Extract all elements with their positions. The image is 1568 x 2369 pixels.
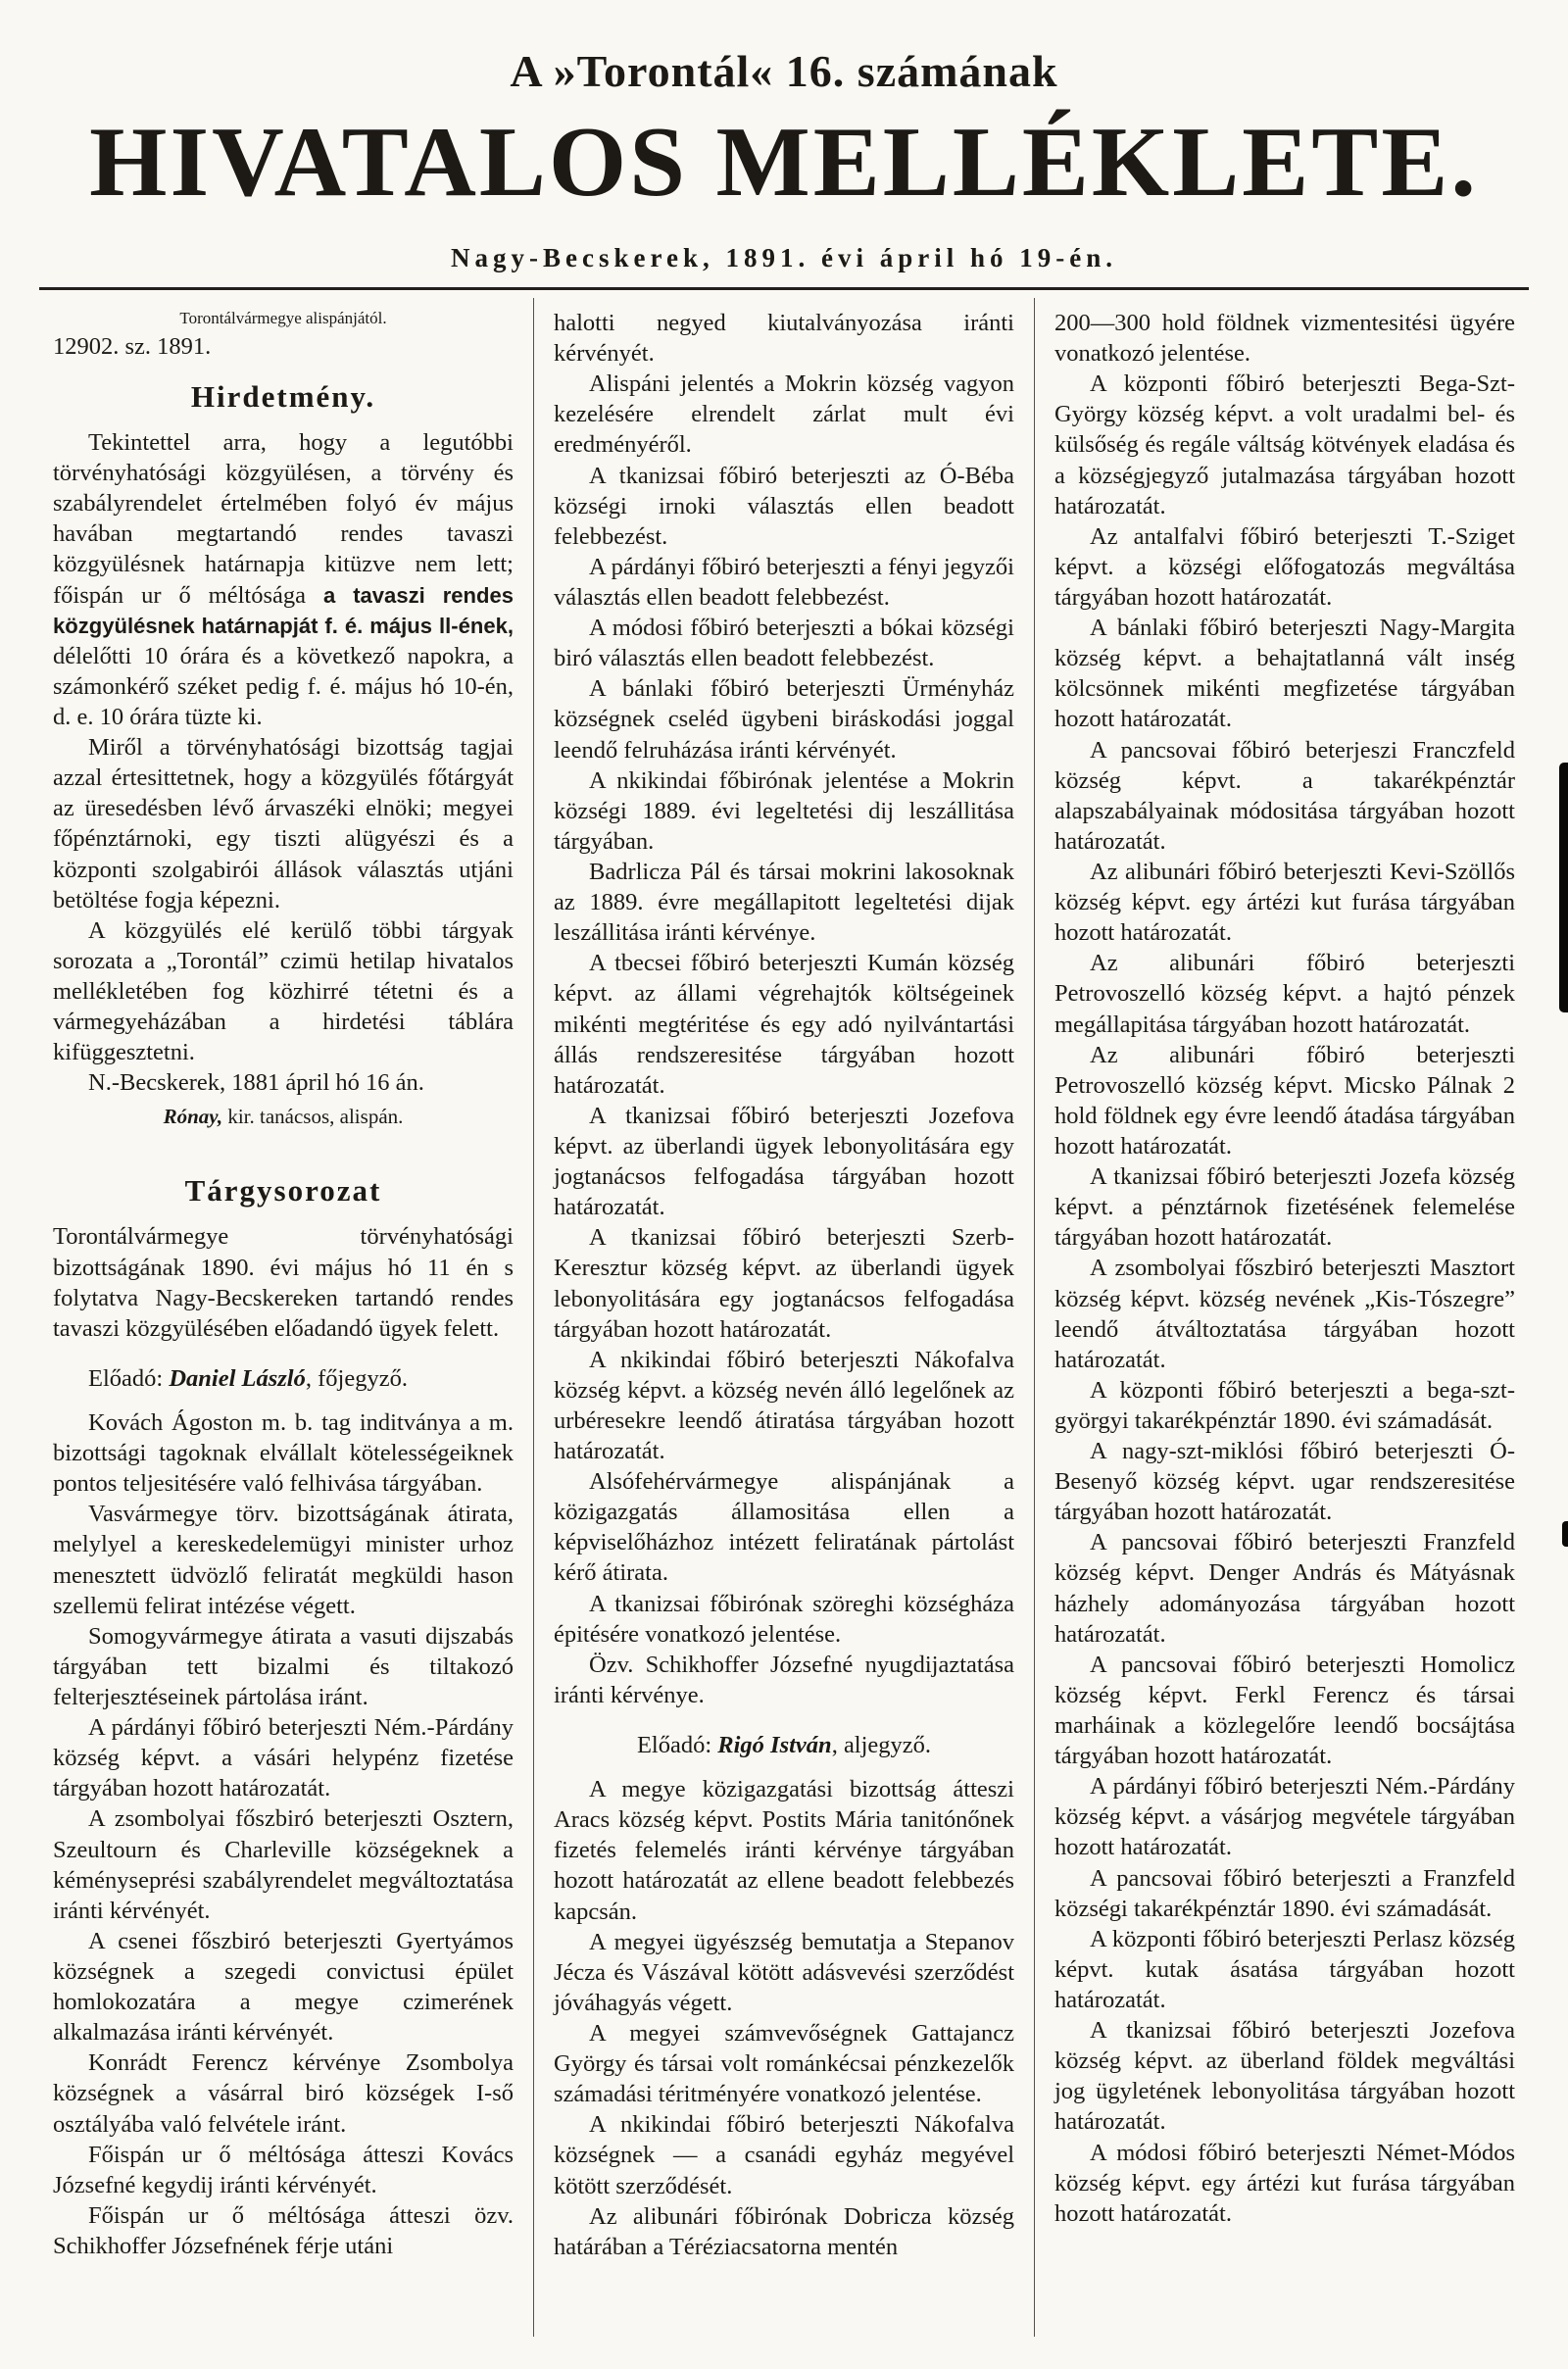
paragraph: Kovách Ágoston m. b. tag inditványa a m. bizottsági tagoknak elvállalt kötelességeiknek pontos teljesitésére való felhivása tárgyában. [53,1409,514,1498]
paragraph: A csenei főszbiró beterjeszti Gyertyámos községnek a szegedi convictusi épület homlokozatára a megye czimerének alkalmazása iránti kérvényét. [53,1927,514,2047]
paragraph: Alispáni jelentés a Mokrin község vagyon kezelésére elrendelt zárlat mult évi eredményéről. [554,370,1014,459]
paragraph: A központi főbiró beterjeszti a bega-szt-györgyi takarékpénztár 1890. évi számadását. [1054,1376,1515,1434]
paragraph: A pancsovai főbiró beterjeszti Homolicz község képvt. Ferkl Ferencz és társai marháinak a közlegelőre leendő bocsájtása tárgyában hozott határozatát. [1054,1651,1515,1770]
paragraph: A megye közigazgatási bizottság átteszi Aracs község képvt. Postits Mária tanitónőnek fizetés felemelés iránti kérvénye tárgyában hozott határozatát az ellene beadott felebbezés kapcsán. [554,1776,1014,1925]
paragraph: A közgyülés elé kerülő többi tárgyak sorozata a „Torontál” czimü hetilap hivatalos mellékletében fog közhirré tétetni és a vármegyeházában a hirdetési táblára kifüggesztetni. [53,916,514,1066]
paragraph: Az alibunári főbiró beterjeszti Petrovoszelló község képvt. Micsko Pálnak 2 hold földnek egy évre leendő átadása tárgyában hozott határozatát. [1054,1041,1515,1160]
paragraph: Főispán ur ő méltósága átteszi özv. Schikhoffer Józsefnének férje utáni [53,2201,514,2259]
document-number: 12902. sz. 1891. [53,332,212,360]
paragraph: A tkanizsai főbiró beterjeszti Jozefova képvt. az überlandi ügyek lebonyolitására egy jogtanácsos felfogadása tárgyában hozott határozatát. [554,1102,1014,1221]
paragraph: Főispán ur ő méltósága átteszi Kovács Józsefné kegydij iránti kérvényét. [53,2141,514,2198]
presenter-line: Előadó: Daniel László, főjegyző. [88,1364,408,1392]
paragraph: Tekintettel arra, hogy a legutóbbi törvényhatósági közgyülésen, a törvény és szabályrendelet értelmében folyó év május havában megtartandó rendes tavaszi közgyülésnek határnapja kitüzve nem lett; főispán ur ő méltósága a tavaszi rendes közgyülésnek határnapját f. é. május ll-ének, délelőtti 10 órára és a következő napokra, a számonkérő széket pedig f. é. május hó 10-én, d. e. 10 órára tüzte ki. [53,429,514,731]
paragraph: A tkanizsai főbiró beterjeszti Jozefova község képvt. az überland földek megváltási jog ügyletének lebonyolitása tárgyában hozott határozatát. [1054,2017,1515,2136]
paragraph: A nkikindai főbiró beterjeszti Nákofalva községnek — a csanádi egyház megyével kötött szerződését. [554,2111,1014,2199]
paragraph: A módosi főbiró beterjeszti Német-Módos község képvt. egy ártézi kut furása tárgyában hozott határozatát. [1054,2139,1515,2227]
paragraph: A párdányi főbiró beterjeszti Ném.-Párdány község képvt. a vásári helypénz fizetése tárgyában hozott határozatát. [53,1714,514,1802]
column-2 [533,298,1034,2337]
paragraph: Az antalfalvi főbiró beterjeszti T.-Sziget képvt. a községi előfogatozás megváltása tárgyában hozott határozatát. [1054,522,1515,611]
paragraph: A megyei számvevőségnek Gattajancz György és társai volt románkécsai pénzkezelők számadási téritményére vonatkozó jelentése. [554,2020,1014,2108]
paragraph: A párdányi főbiró beterjeszti a fényi jegyzői választás ellen beadott felebbezést. [554,553,1014,611]
dateline: Nagy-Becskerek, 1891. évi ápril hó 19-én. [451,243,1117,272]
paragraph: A nkikindai főbirónak jelentése a Mokrin községi 1889. évi legeltetési dij leszállitása tárgyában. [554,766,1014,855]
paragraph: A tkanizsai főbirónak szöreghi községháza épitésére vonatkozó jelentése. [554,1590,1014,1648]
column-1 [33,298,533,2337]
paragraph: A központi főbiró beterjeszti Perlasz község képvt. kutak ásatása tárgyában hozott határozatát. [1054,1925,1515,2014]
column-container [33,298,1535,2337]
scan-artifact [1562,1521,1568,1547]
column-3 [1034,298,1535,2337]
paragraph: A tkanizsai főbiró beterjeszti az Ó-Béba községi irnoki választás ellen beadott felebbezést. [554,462,1014,550]
paragraph: halotti negyed kiutalványozása iránti kérvényét. [554,310,1014,368]
paragraph: A zsombolyai főszbiró beterjeszti Osztern, Szeultourn és Charleville községeknek a kéményseprési szabályrendelet megváltoztatása iránti kérvényét. [53,1805,514,1924]
paragraph: Somogyvármegye átirata a vasuti dijszabás tárgyában tett bizalmi és tiltakozó felterjesztéseinek pártolása iránt. [53,1622,514,1710]
paragraph: Vasvármegye törv. bizottságának átirata, melylyel a kereskedelemügyi minister urhoz menesztett üdvözlő feliratát megküldi hason szellemü felirat intézése végett. [53,1501,514,1619]
paragraph: A párdányi főbiró beterjeszti Ném.-Párdány község képvt. a vásárjog megvétele tárgyában hozott határozatát. [1054,1773,1515,1861]
paragraph: Az alibunári főbiró beterjeszti Kevi-Szöllős község képvt. egy ártézi kut furása tárgyában hozott határozatát. [1054,858,1515,947]
issuer-line: Torontálvármegye alispánjától. [179,309,387,327]
paragraph: A nkikindai főbiró beterjeszti Nákofalva község képvt. a község nevén álló legelőnek az urbéresekre leendő átiratása tárgyában hozott határozatát. [554,1346,1014,1465]
paragraph: A módosi főbiró beterjeszti a bókai községi biró választás ellen beadott felebbezést. [554,615,1014,672]
paragraph: A központi főbiró beterjeszti Bega-Szt-György község képvt. a volt uradalmi bel- és külsőség és regále váltság kötvények eladása és a községjegyző jutalmazása tárgyában hozott határozatát. [1054,370,1515,519]
paragraph: A tbecsei főbiró beterjeszti Kumán község képvt. az állami végrehajtók költségeinek mikénti megtéritése és egy adó nyilvántartási állás rendszeresitése tárgyában hozott határozatát. [554,950,1014,1099]
paragraph: Az alibunári főbirónak Dobricza község határában a Téréziacsatorna mentén [554,2202,1014,2260]
paragraph: A pancsovai főbiró beterjeszi Franczfeld község képvt. a takarékpénztár alapszabályainak módositása tárgyában hozott határozatát. [1054,736,1515,855]
paragraph: A nagy-szt-miklósi főbiró beterjeszti Ó-Besenyő község képvt. ugar rendszeresitése tárgyában hozott határozatát. [1054,1438,1515,1526]
paragraph: N.-Becskerek, 1881 ápril hó 16 án. [88,1069,424,1097]
paragraph: A tkanizsai főbiró beterjeszti Szerb-Keresztur község képvt. az überlandi ügyek lebonyolitására egy jogtanácsos felfogadása tárgyában hozott határozatát. [554,1224,1014,1343]
page-title: HIVATALOS MELLÉKLETE. [89,107,1479,218]
paragraph: Az alibunári főbiró beterjeszti Petrovoszelló község képvt. a hajtó pénzek megállapitása tárgyában hozott határozatát. [1054,950,1515,1038]
paragraph: Özv. Schikhoffer Józsefné nyugdijaztatása iránti kérvénye. [554,1651,1014,1708]
paragraph: A megyei ügyészség bemutatja a Stepanov Jécza és Vászával kötött adásvevési szerződést jóváhagyás végett. [554,1928,1014,2016]
paragraph: Miről a törvényhatósági bizottság tagjai azzal értesittetnek, hogy a közgyülés főtárgyát az üresedésben lévő árvaszéki elnöki; megyei főpénztárnoki, egy tiszti alügyészi és a központi szolgabirói állások választás utjáni betöltése fogja képezni. [53,734,514,913]
notice-title: Hirdetmény. [190,378,376,414]
paragraph: Badrlicza Pál és társai mokrini lakosoknak az 1889. évre megállapitott legeltetési dijak leszállitása iránti kérvénye. [554,858,1014,947]
paragraph: A bánlaki főbiró beterjeszti Ürményház községnek cseléd ügybeni biráskodási joggal leendő felruházása iránti kérvényét. [554,675,1014,764]
agenda-title: Tárgysorozat [184,1173,382,1209]
presenter-line: Előadó: Rigó István, aljegyző. [636,1732,932,1759]
scan-artifact [1559,763,1568,1012]
issue-kicker: A »Torontál« 16. számának [510,46,1058,96]
paragraph: A pancsovai főbiró beterjeszti Franzfeld község képvt. Denger András és Mátyásnak házhely adományozása tárgyában hozott határozatát. [1054,1529,1515,1648]
masthead [0,0,1568,290]
paragraph: Torontálvármegye törvényhatósági bizottságának 1890. évi május hó 11 én s folytatva Nagy-Becskereken tartandó rendes tavaszi közgyülésében előadandó ügyek felett. [53,1223,514,1342]
paragraph: A zsombolyai főszbiró beterjeszti Masztort község képvt. község nevének „Kis-Tószegre” leendő átváltoztatása tárgyában hozott határozatát. [1054,1255,1515,1373]
paragraph: Konrádt Ferencz kérvénye Zsombolya községnek a vásárral biró községek I-ső osztályába való felvétele iránt. [53,2049,514,2138]
paragraph: 200—300 hold földnek vizmentesitési ügyére vonatkozó jelentése. [1054,310,1515,368]
paragraph: A pancsovai főbiró beterjeszti a Franzfeld községi takarékpénztár 1890. évi számadását. [1054,1864,1515,1922]
paragraph: A bánlaki főbiró beterjeszti Nagy-Margita község képvt. a behajtatlanná vált inség kölcsönnek mikénti megfizetése tárgyában hozott határozatát. [1054,615,1515,733]
paragraph: A tkanizsai főbiró beterjeszti Jozefa község képvt. a pénztárnok fizetésének felemelése tárgyában hozott határozatát. [1054,1163,1515,1252]
paragraph: Alsófehérvármegye alispánjának a közigazgatás államositása ellen a képviselőházhoz intézett feliratának pártolást kérő átirata. [554,1468,1014,1587]
masthead-rule [39,287,1529,290]
signature-line: Rónay, kir. tanácsos, alispán. [163,1105,404,1129]
